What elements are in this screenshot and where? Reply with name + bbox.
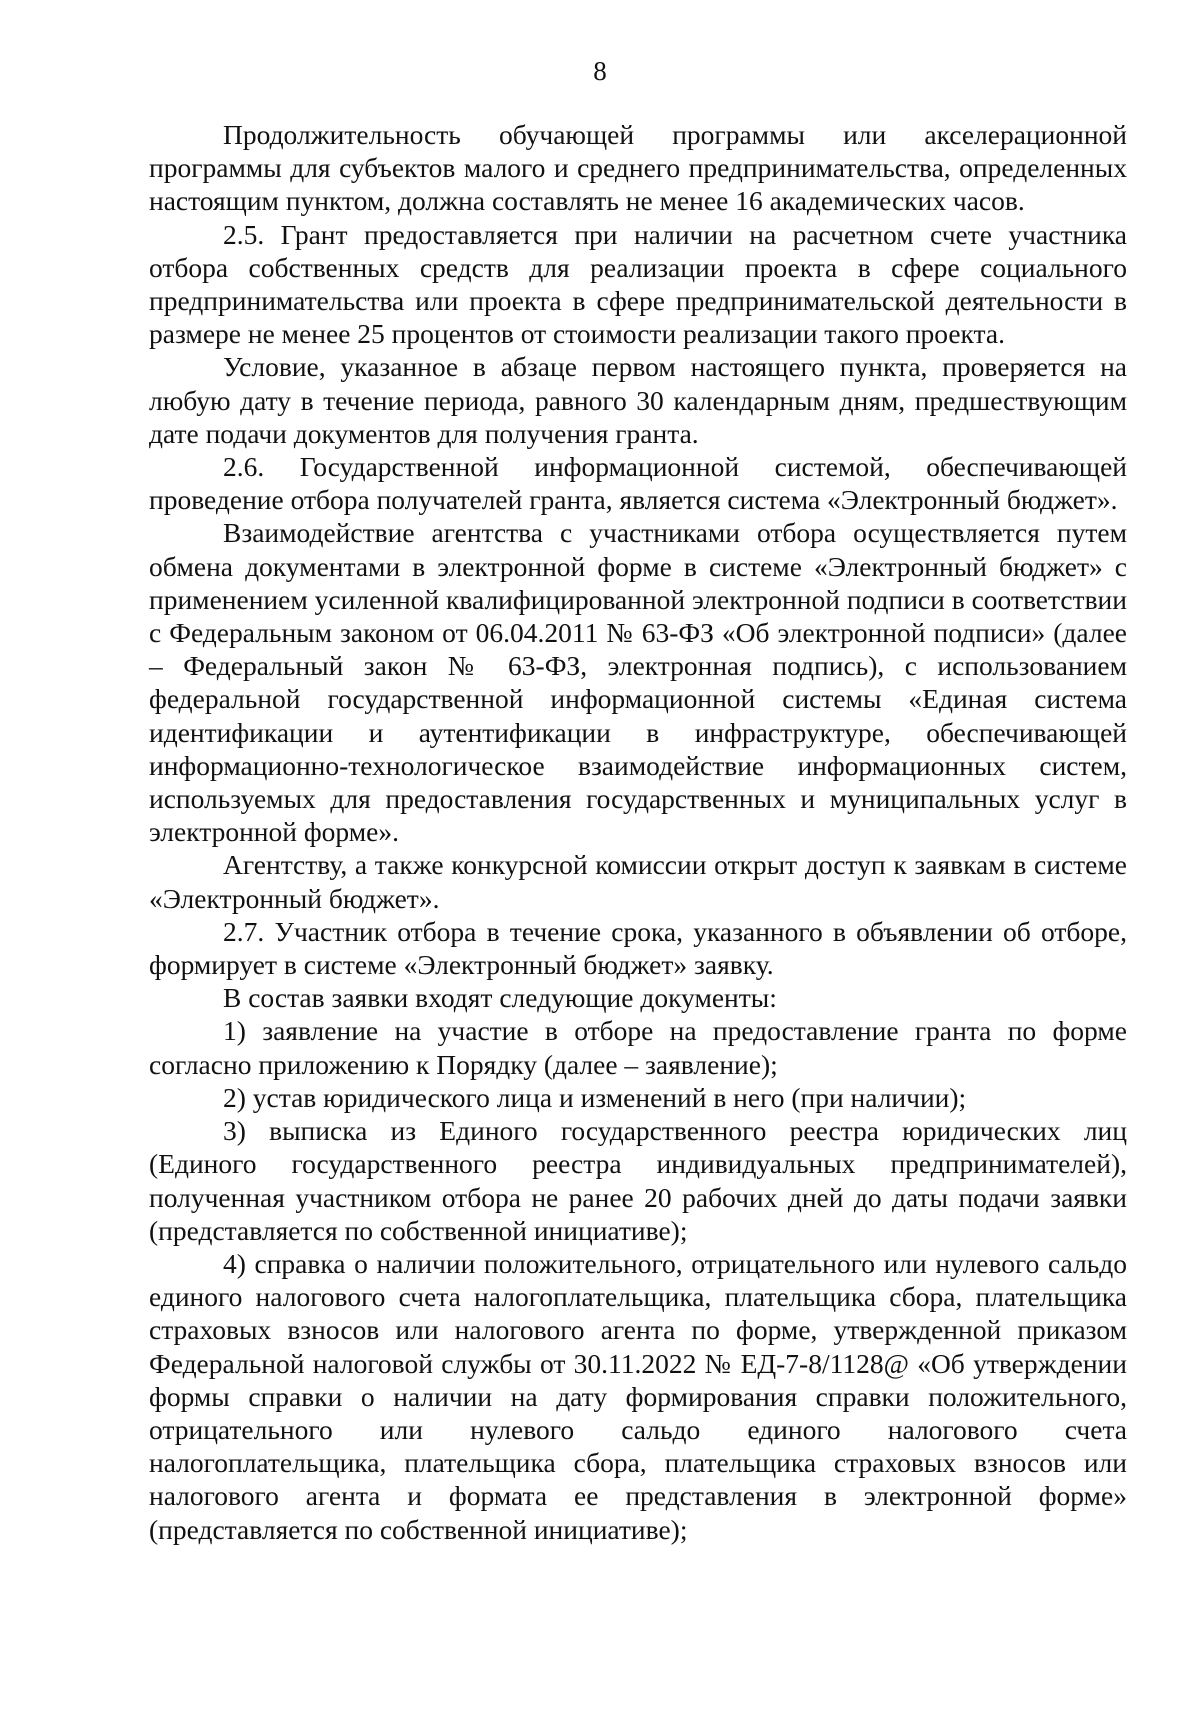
paragraph-program-duration: Продолжительность обучающей программы или акселерационной программы для субъектов малого и среднего предпринимательства, определенных настоящим пунктом, должна составлять не менее 16 академических часов. [149, 119, 1127, 217]
list-item-1: 1) заявление на участие в отборе на предоставление гранта по форме согласно приложению к Порядку (далее – заявление); [149, 1015, 1127, 1080]
paragraph-interaction: Взаимодействие агентства с участниками отбора осуществляется путем обмена документами в электронной форме в системе «Электронный бюджет» с применением усиленной квалифицированной электронной подписи в соответствии с Федеральным законом от 06.04.2011 № 63-ФЗ «Об электронной подписи» (далее – Федеральный закон № 63-ФЗ, электронная подпись), с использованием федеральной государственной информационной системы «Единая система идентификации и аутентификации в инфраструктуре, обеспечивающей информационно-технологическое взаимодействие информационных систем, используемых для предоставления государственных и муниципальных услуг в электронной форме». [149, 517, 1127, 848]
list-item-2: 2) устав юридического лица и изменений в него (при наличии); [223, 1081, 967, 1113]
paragraph-2-7: 2.7. Участник отбора в течение срока, указанного в объявлении об отборе, формирует в системе «Электронный бюджет» заявку. [149, 915, 1127, 981]
list-item-3: 3) выписка из Единого государственного реестра юридических лиц (Единого государственного реестра индивидуальных предпринимателей), полученная участником отбора не ранее 20 рабочих дней до даты подачи заявки (представляется по собственной инициативе); [149, 1115, 1127, 1246]
document-body [149, 118, 1127, 1546]
paragraph-access: Агентству, а также конкурсной комиссии открыт доступ к заявкам в системе «Электронный бюджет». [149, 849, 1127, 914]
paragraph-condition-check: Условие, указанное в абзаце первом настоящего пункта, проверяется на любую дату в течение периода, равного 30 календарным дням, предшествующим дате подачи документов для получения гранта. [149, 351, 1127, 449]
list-item-4: 4) справка о наличии положительного, отрицательного или нулевого сальдо единого налогового счета налогоплательщика, плательщика сбора, плательщика страховых взносов или налогового агента по форме, утвержденной приказом Федеральной налоговой службы от 30.11.2022 № ЕД-7-8/1128@ «Об утверждении формы справки о наличии на дату формирования справки положительного, отрицательного или нулевого сальдо единого налогового счета налогоплательщика, плательщика сбора, плательщика страховых взносов или налогового агента и формата ее представления в электронной форме» (представляется по собственной инициативе); [149, 1247, 1127, 1545]
paragraph-2-6: 2.6. Государственной информационной системой, обеспечивающей проведение отбора получателей гранта, является система «Электронный бюджет». [149, 451, 1127, 516]
paragraph-2-5: 2.5. Грант предоставляется при наличии на расчетном счете участника отбора собственных средств для реализации проекта в сфере социального предпринимательства или проекта в сфере предпринимательской деятельности в размере не менее 25 процентов от стоимости реализации такого проекта. [149, 218, 1127, 350]
paragraph-documents-intro: В состав заявки входят следующие документы: [223, 982, 777, 1014]
page-number: 8 [593, 56, 607, 86]
